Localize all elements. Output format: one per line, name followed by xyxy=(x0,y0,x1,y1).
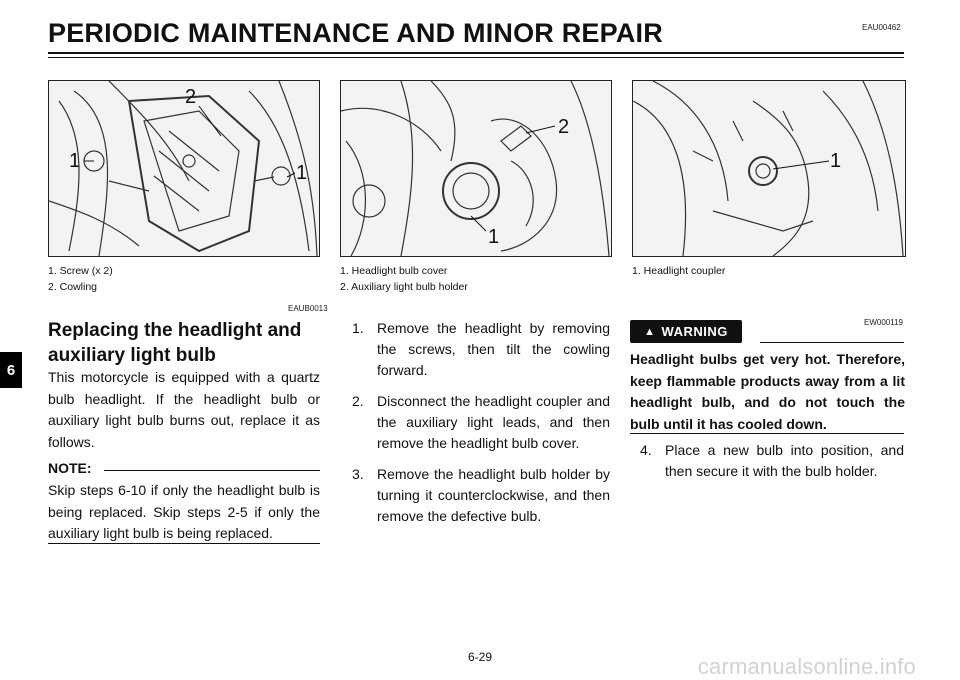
callout-1: 1 xyxy=(830,150,842,172)
caption-line: 2. Auxiliary light bulb holder xyxy=(340,281,468,293)
header-rule xyxy=(48,52,904,54)
note-label: NOTE: xyxy=(48,460,92,476)
caption-figure-2 xyxy=(340,263,468,295)
chapter-tab: 6 xyxy=(0,352,22,388)
warning-badge xyxy=(630,320,742,343)
step-number: 4. xyxy=(640,442,652,458)
caption-figure-3 xyxy=(632,263,725,279)
warning-rule xyxy=(760,342,904,343)
note-text: Skip steps 6-10 if only the headlight bulb is being replaced. Skip steps 2-5 if only the auxiliary light bulb is being replaced. xyxy=(48,482,320,541)
page-number: 6-29 xyxy=(467,650,493,664)
callout-2: 2 xyxy=(185,86,197,108)
header-code: EAU00462 xyxy=(862,23,901,32)
warning-end-rule xyxy=(630,433,904,434)
step-number: 3. xyxy=(352,466,364,482)
warning-triangle-icon: ▲ xyxy=(644,325,656,338)
step-item xyxy=(640,440,904,482)
figure-bulb-cover xyxy=(340,80,612,257)
step-item xyxy=(352,391,610,454)
section-code: EAUB0013 xyxy=(288,304,328,313)
caption-line: 1. Headlight coupler xyxy=(632,265,726,277)
page-title: PERIODIC MAINTENANCE AND MINOR REPAIR xyxy=(48,18,663,48)
callout-1-left: 1 xyxy=(69,150,81,172)
caption-line: 1. Headlight bulb cover xyxy=(340,265,448,277)
callout-2: 2 xyxy=(558,116,570,138)
caption-line: 1. Screw (x 2) xyxy=(48,265,113,277)
step-text: Remove the headlight bulb holder by turning it counterclockwise, and then remove the defective bulb. xyxy=(377,466,610,524)
steps-list-right xyxy=(640,440,904,492)
steps-list-middle xyxy=(352,318,610,537)
watermark: carmanualsonline.info xyxy=(697,654,916,679)
note-end-rule xyxy=(48,543,320,544)
warning-label: WARNING xyxy=(661,324,728,339)
step-number: 2. xyxy=(352,393,364,409)
caption-line: 2. Cowling xyxy=(48,281,98,293)
figure-coupler xyxy=(632,80,906,257)
warning-code: EW000119 xyxy=(864,318,903,327)
step-number: 1. xyxy=(352,320,364,336)
step-text: Disconnect the headlight coupler and the auxiliary light leads, and then remove the headlight bulb cover. xyxy=(377,393,610,451)
note-rule xyxy=(104,470,320,471)
section-heading: Replacing the headlight and auxiliary light bulb xyxy=(48,320,302,366)
figure-cowling xyxy=(48,80,320,257)
step-item xyxy=(352,464,610,527)
callout-1-right: 1 xyxy=(296,162,308,184)
callout-1: 1 xyxy=(488,226,500,248)
warning-text: Headlight bulbs get very hot. Therefore, keep flammable products away from a lit headlight bulb, and do not touch the bulb until it has cooled down. xyxy=(630,351,905,432)
step-text: Place a new bulb into position, and then secure it with the bulb holder. xyxy=(665,442,904,479)
step-text: Remove the headlight by removing the screws, then tilt the cowling forward. xyxy=(377,320,610,378)
section-intro: This motorcycle is equipped with a quartz bulb headlight. If the headlight bulb or auxiliary light bulb burns out, replace it as follows. xyxy=(48,369,320,450)
header-rule-thin xyxy=(48,57,904,58)
step-item xyxy=(352,318,610,381)
caption-figure-1 xyxy=(48,263,113,295)
